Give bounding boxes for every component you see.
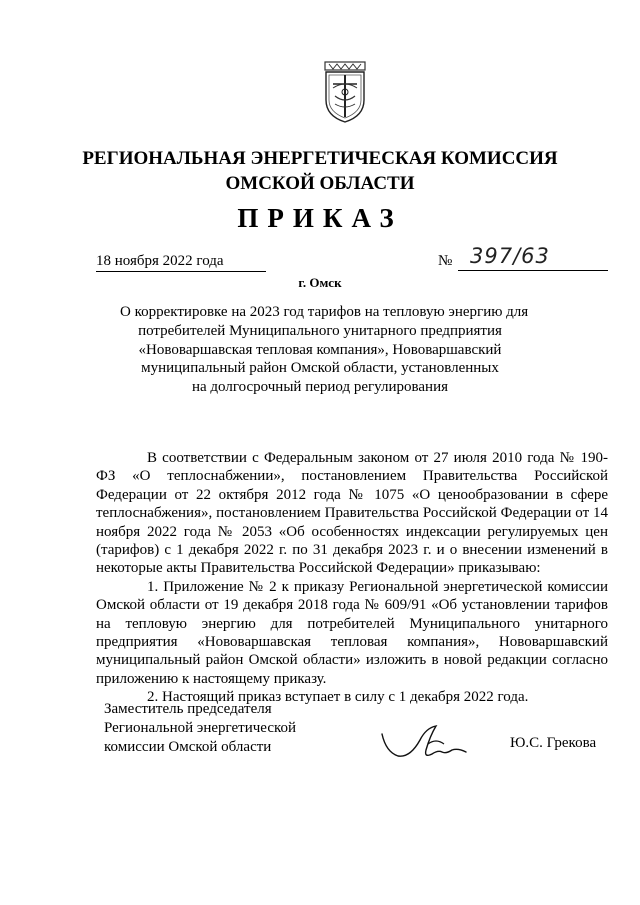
organization-name-line2: ОМСКОЙ ОБЛАСТИ bbox=[225, 173, 415, 194]
coat-of-arms-emblem bbox=[323, 60, 367, 124]
order-number-underline bbox=[458, 270, 608, 271]
order-number-handwritten: 397/63 bbox=[470, 244, 550, 268]
subject-line: О корректировке на 2023 год тарифов на тепловую энергию для bbox=[120, 304, 529, 320]
handwritten-signature bbox=[380, 722, 470, 766]
item-2-paragraph: 2. Настоящий приказ вступает в силу с 1 декабря 2022 года. bbox=[147, 689, 529, 706]
position-line: Заместитель председателя bbox=[104, 701, 272, 717]
subject-line: муниципальный район Омской области, установленных bbox=[141, 360, 499, 377]
organization-name-line1: РЕГИОНАЛЬНАЯ ЭНЕРГЕТИЧЕСКАЯ КОМИССИЯ bbox=[82, 148, 558, 169]
position-line: Региональной энергетической bbox=[104, 720, 297, 736]
order-body bbox=[96, 449, 608, 707]
subject-line: на долгосрочный период регулирования bbox=[191, 379, 449, 396]
subject-line: потребителей Муниципального унитарного предприятия bbox=[138, 322, 502, 339]
signatory-position bbox=[104, 700, 296, 757]
item-1-paragraph: 1. Приложение № 2 к приказу Региональной энергетической комиссии Омской области от 19 декабря 2018 года № 609/91 «Об установлении тарифов на тепловую энергию для потребителей Муниципального унитарного предприятия «Нововаршавская тепловая компания», Нововаршавский муниципальный район Омской области» изложить в новой редакции согласно приложению к настоящему приказу. bbox=[96, 578, 608, 687]
order-number-label: № bbox=[438, 253, 453, 269]
preamble-paragraph: В соответствии с Федеральным законом от 27 июля 2010 года № 190-ФЗ «О теплоснабжении», постановлением Правительства Российской Федерации от 22 октября 2012 года № 1075 «О ценообразовании в сфере теплоснабжения», постановлением Правительства Российской Федерации от 14 ноября 2022 года № 2053 «Об особенностях индексации регулируемых цен (тарифов) с 1 декабря 2022 г. по 31 декабря 2023 г. и о внесении изменений в некоторые акты Правительства Российской Федерации» приказываю: bbox=[96, 450, 608, 577]
order-subject bbox=[120, 303, 529, 397]
document-type-title: ПРИКАЗ bbox=[237, 203, 403, 233]
position-line: комиссии Омской области bbox=[104, 739, 272, 755]
subject-line: «Нововаршавская тепловая компания», Нововаршавский bbox=[138, 341, 502, 358]
signatory-name: Ю.С. Грекова bbox=[510, 735, 597, 751]
city-name: г. Омск bbox=[298, 275, 342, 290]
order-date: 18 ноября 2022 года bbox=[96, 252, 266, 272]
